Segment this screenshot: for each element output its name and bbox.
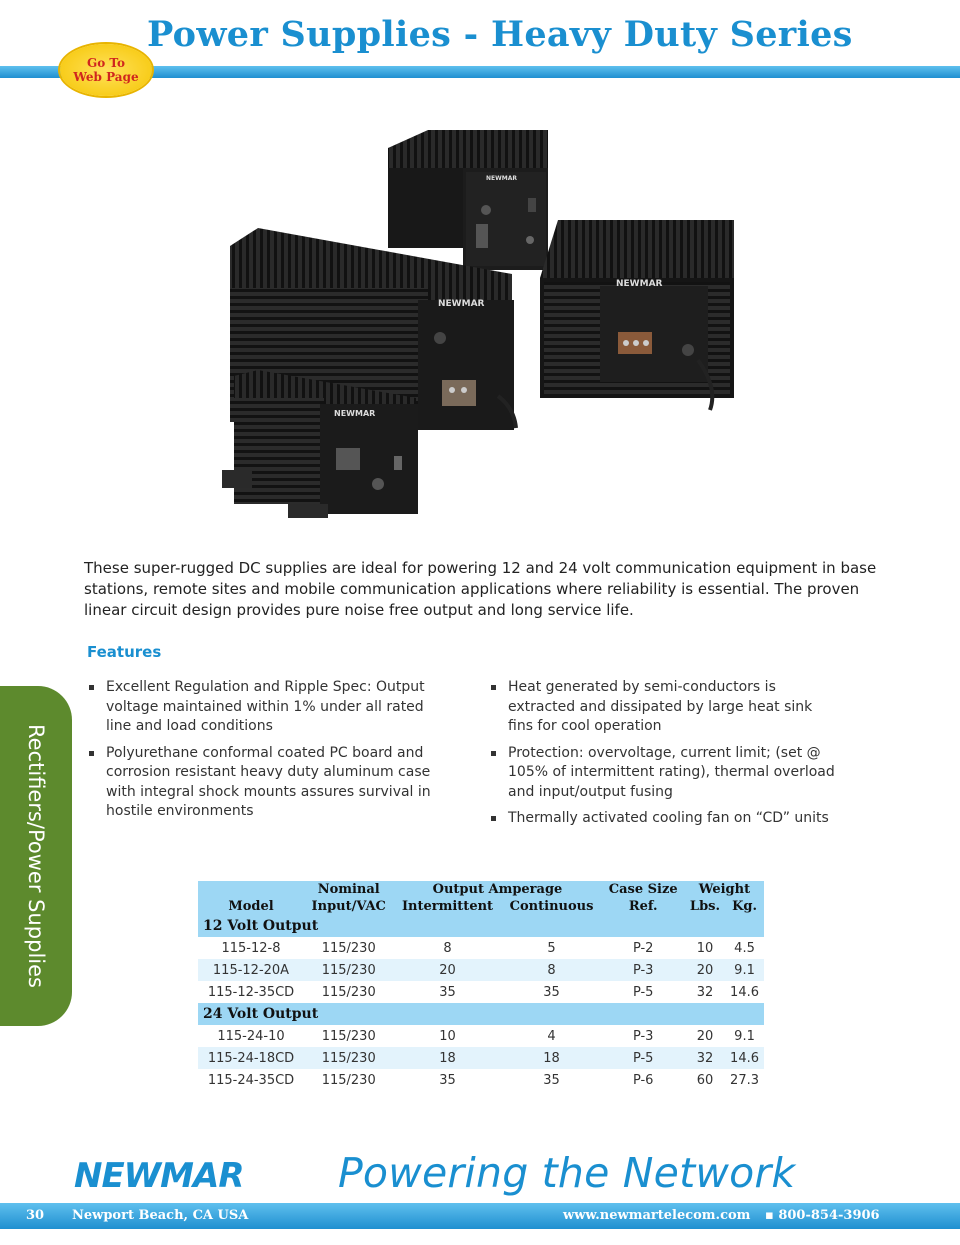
- newmar-logo: NEWMAR: [74, 1156, 244, 1196]
- cell: 14.6: [725, 1047, 764, 1069]
- header-nominal: Nominal: [304, 881, 393, 898]
- table-row: [198, 981, 764, 1003]
- cell: 4: [547, 1028, 556, 1044]
- cell: P-3: [602, 959, 685, 981]
- power-supply-small-top: [388, 130, 548, 270]
- product-photo: [218, 128, 746, 524]
- cell: 9.1: [734, 1028, 755, 1044]
- cell: 32: [696, 984, 714, 1000]
- cell: 27.3: [730, 1072, 759, 1088]
- table-row: [198, 937, 764, 959]
- section-side-tab-label: Rectifiers/Power Supplies: [24, 724, 48, 988]
- feature-item: Excellent Regulation and Ripple Spec: Output voltage maintained within 1% under all rated line and load conditions: [86, 678, 446, 737]
- page-title: Power Supplies - Heavy Duty Series: [147, 14, 853, 55]
- spec-table: [198, 881, 764, 1091]
- cell: 32: [685, 1047, 725, 1069]
- go-to-web-page-button[interactable]: [60, 44, 152, 96]
- header-case-size: Case Size: [602, 881, 685, 898]
- photo-brand-label: NEWMAR: [438, 299, 485, 309]
- cell: 20: [393, 959, 501, 981]
- table-row: [198, 1047, 764, 1069]
- photo-brand-label: NEWMAR: [334, 409, 376, 418]
- cell: 35: [439, 984, 456, 1000]
- cell: 8: [443, 940, 452, 956]
- cell: P-3: [632, 1028, 654, 1044]
- cell: 18: [393, 1047, 501, 1069]
- header-continuous: Continuous: [502, 898, 602, 915]
- feature-item: Heat generated by semi-conductors is extracted and dissipated by large heat sink fins for cool operation: [488, 678, 838, 737]
- cell: 10: [696, 940, 714, 956]
- cell: 14.6: [730, 984, 759, 1000]
- cell: P-2: [632, 940, 654, 956]
- cell: 8: [502, 959, 602, 981]
- group-label-12v: 12 Volt Output: [198, 915, 764, 937]
- header-input-vac: Input/VAC: [304, 898, 393, 915]
- header-model: Model: [198, 898, 304, 915]
- cell: 115-24-10: [217, 1028, 285, 1044]
- cell: 10: [439, 1028, 456, 1044]
- cell: 60: [696, 1072, 714, 1088]
- table-row: [198, 1025, 764, 1047]
- header-ref: Ref.: [602, 898, 685, 915]
- footer-phone: ▪ 800-854-3906: [765, 1208, 880, 1223]
- cell: 4.5: [734, 940, 755, 956]
- website-link[interactable]: www.newmartelecom.com: [563, 1208, 751, 1223]
- cell: P-5: [632, 984, 654, 1000]
- page-number: 30: [26, 1208, 45, 1223]
- feature-item: Thermally activated cooling fan on “CD” units: [488, 809, 838, 829]
- cell: 9.1: [725, 959, 764, 981]
- tagline: Powering the Network: [338, 1149, 796, 1197]
- cell: 115/230: [304, 959, 393, 981]
- footer-location: Newport Beach, CA USA: [72, 1208, 249, 1223]
- cell: 115/230: [304, 1047, 393, 1069]
- header-lbs: Lbs.: [685, 898, 725, 915]
- power-supply-large-right: [540, 220, 734, 410]
- cell: 115-12-8: [221, 940, 281, 956]
- header-kg: Kg.: [725, 898, 764, 915]
- cell: 18: [502, 1047, 602, 1069]
- group-label-24v: 24 Volt Output: [198, 1003, 764, 1025]
- cell: 20: [696, 1028, 714, 1044]
- cell: 115-12-20A: [198, 959, 304, 981]
- cell: 35: [543, 984, 560, 1000]
- header-intermittent: Intermittent: [393, 898, 501, 915]
- cell: P-5: [602, 1047, 685, 1069]
- badge-line-1: Go To: [87, 56, 125, 70]
- cell: 115/230: [321, 1028, 376, 1044]
- features-heading: Features: [87, 643, 162, 661]
- cell: 20: [685, 959, 725, 981]
- cell: 35: [543, 1072, 560, 1088]
- photo-brand-label: NEWMAR: [616, 279, 663, 289]
- features-list-right: [488, 678, 838, 836]
- cell: 115/230: [321, 984, 376, 1000]
- feature-item: Polyurethane conformal coated PC board and corrosion resistant heavy duty aluminum case with integral shock mounts assures survival in hostile environments: [86, 744, 446, 822]
- cell: 35: [439, 1072, 456, 1088]
- cell: 115/230: [321, 1072, 376, 1088]
- cell: P-6: [632, 1072, 654, 1088]
- header-output-amperage: Output Amperage: [393, 881, 601, 898]
- header-weight: Weight: [685, 881, 764, 898]
- cell: 115-12-35CD: [207, 984, 295, 1000]
- table-row: [198, 1069, 764, 1091]
- cell: 115-24-35CD: [207, 1072, 295, 1088]
- cell: 115-24-18CD: [198, 1047, 304, 1069]
- cell: 115/230: [321, 940, 376, 956]
- photo-brand-label: NEWMAR: [486, 175, 517, 182]
- features-list-left: [86, 678, 446, 829]
- feature-item: Protection: overvoltage, current limit; (set @ 105% of intermittent rating), thermal overload and input/output fusing: [488, 744, 838, 803]
- cell: 5: [547, 940, 556, 956]
- intro-paragraph: These super-rugged DC supplies are ideal for powering 12 and 24 volt communication equipment in base stations, remote sites and mobile communication applications where reliability is essential. The proven linear circuit design provides pure noise free output and long service life.: [84, 559, 877, 619]
- badge-line-2: Web Page: [73, 70, 139, 84]
- table-row: [198, 959, 764, 981]
